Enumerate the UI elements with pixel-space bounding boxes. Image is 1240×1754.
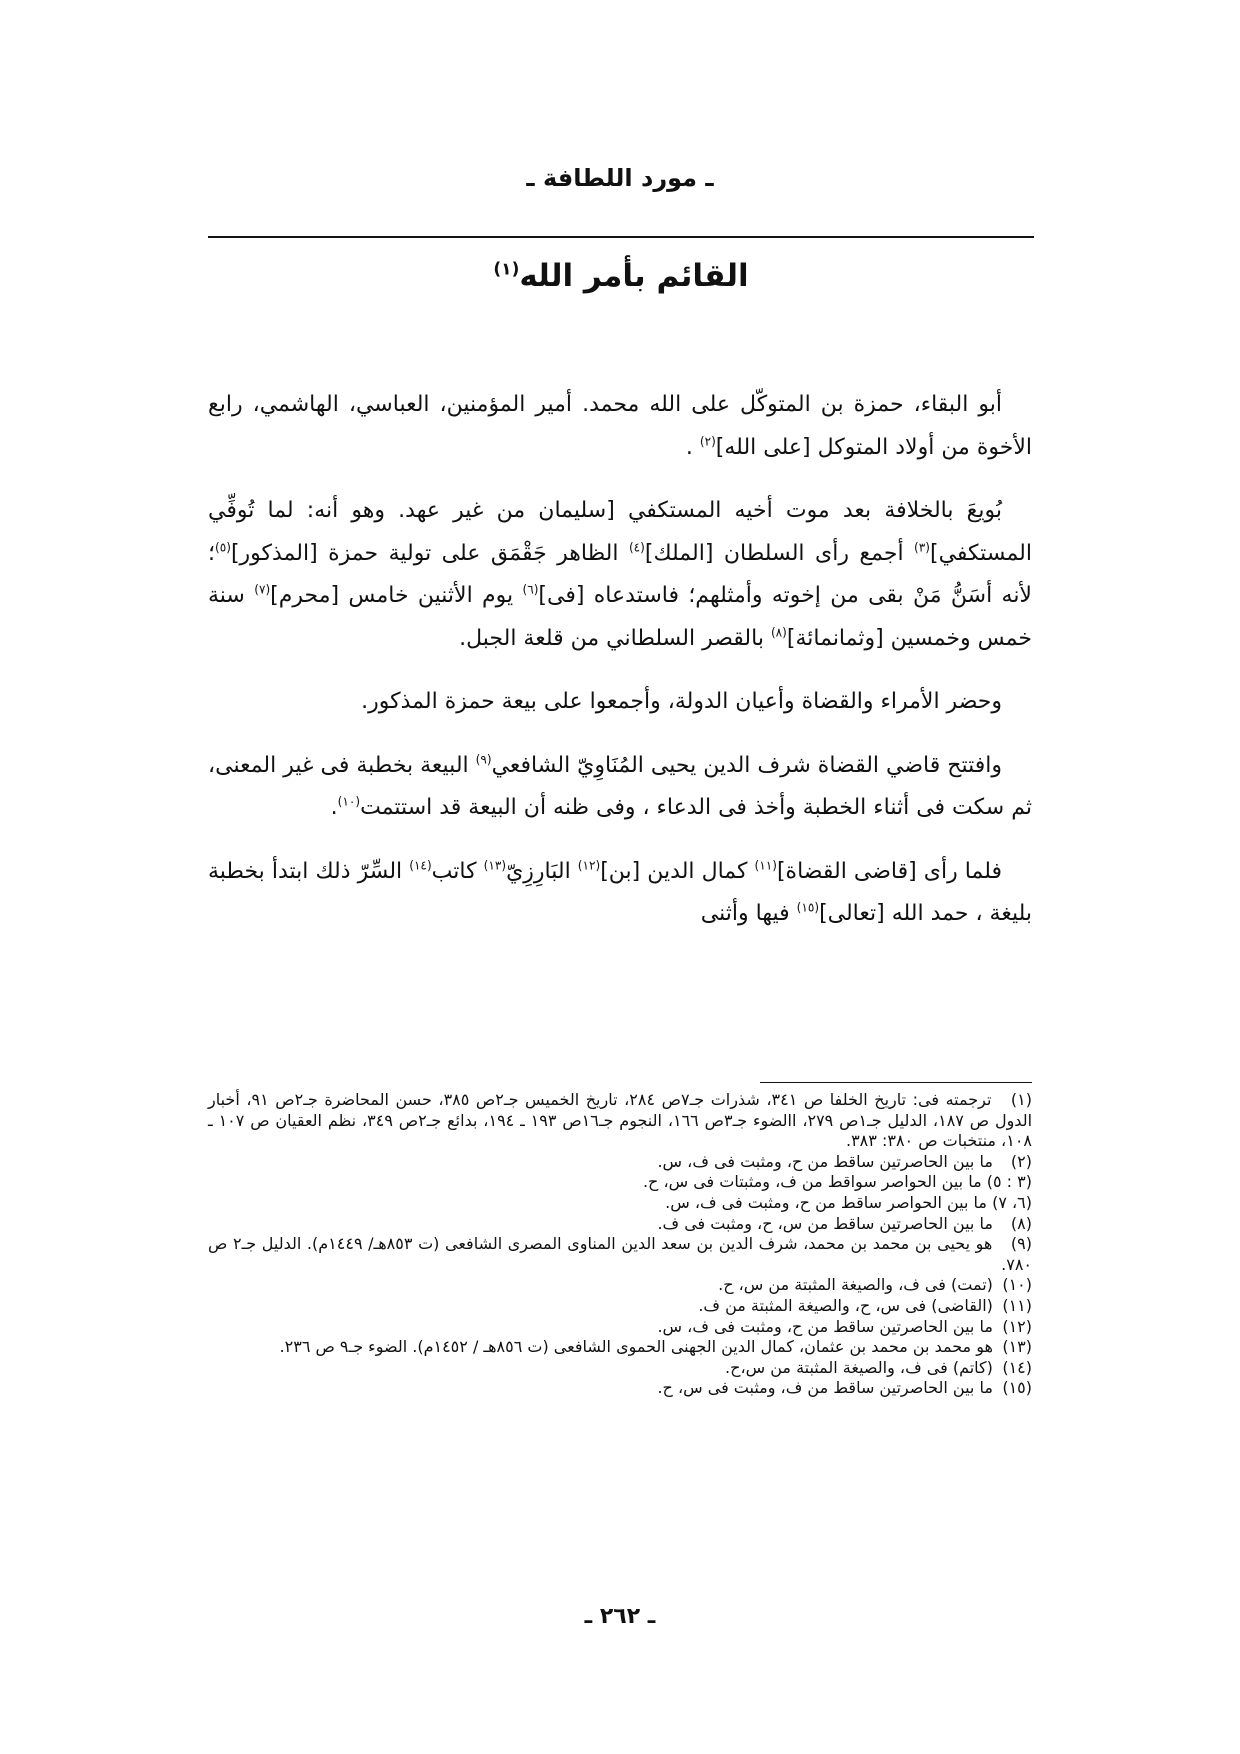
- footnote: [208, 1317, 1032, 1338]
- footnote-ref: (١١): [754, 858, 777, 873]
- footnote-number: (٢): [1010, 1151, 1032, 1171]
- footnote: [208, 1378, 1032, 1399]
- footnote: [208, 1152, 1032, 1173]
- footnote-number: (١٤): [1002, 1357, 1032, 1377]
- text-run: سنة خمس وخمسين [وثمانمائة]: [208, 583, 1032, 651]
- footnote-text: ما بين الحاصرتين ساقط من س، ح، ومثبت فى ف.: [657, 1213, 993, 1233]
- footnote-number: (١١): [1002, 1295, 1032, 1315]
- footnote-ref: (٣): [914, 540, 930, 555]
- header-rule: [208, 236, 1034, 238]
- footnote-ref: (٤): [628, 540, 645, 555]
- footnote-number: (٣ : ٥): [986, 1172, 1032, 1192]
- footnote-number: (١٢): [1002, 1316, 1032, 1336]
- text-run: ؛ لأنه أسَنُّ مَنْ بقى من إخوته وأمثلهم؛ فاستدعاه [فى]: [208, 540, 1032, 608]
- footnote-number: (٦، ٧): [992, 1192, 1032, 1212]
- text-run: .: [685, 434, 700, 460]
- footnote-ref: (٨): [770, 625, 787, 640]
- paragraph: [208, 490, 1032, 660]
- footnote-number: (٨): [1010, 1213, 1032, 1233]
- footnote-ref: (٥): [215, 540, 231, 555]
- footnote-separator: [760, 1082, 1032, 1083]
- text-run: .: [330, 795, 338, 820]
- text-run: أجمع رأى السلطان [الملك]: [644, 540, 915, 566]
- chapter-title: [208, 258, 1034, 294]
- text-run: كمال الدين [بن]: [600, 858, 755, 884]
- footnote: [208, 1193, 1032, 1214]
- paragraph: [208, 384, 1032, 469]
- footnote-text: ترجمته فى: تاريخ الخلفا ص ٣٤١، شذرات جـ٧ص ٢٨٤، تاريخ الخميس جـ٢ص ٣٨٥، حسن المحاضرة جـ٢ص ٩١، أخبار الدول ص ١٨٧، الدليل جـ١ص ٢٧٩، االضوء جـ٣ص ١٦٦، النجوم جـ١٦ص ١٩٣ ـ ١٩٤، بدائع جـ٢ص ٣٤٩، نظم العقيان ص ١٠٧ ـ ١٠٨، منتخبات ص ٣٨٠: ٣٨٣.: [208, 1090, 1033, 1151]
- footnote-text: هو يحيى بن محمد بن محمد، شرف الدين بن سعد الدين المناوى المصرى الشافعى (ت ٨٥٣هـ/ ١٤٤٩م). الدليل جـ٢ ص ٧٨٠.: [208, 1234, 1032, 1274]
- text-run: البَارِزِيّ: [506, 858, 578, 884]
- paragraph: [208, 745, 1032, 830]
- footnote-ref: (١٥): [796, 900, 820, 915]
- footnote-text: (تمت) فى ف، والصيغة المثبتة من س، ح.: [718, 1275, 993, 1295]
- footnote-text: ما بين الحاصرتين ساقط من ح، ومثبت فى ف، س.: [657, 1151, 993, 1171]
- footnote: [208, 1090, 1032, 1152]
- footnote-number: (١٥): [1002, 1378, 1032, 1398]
- chapter-title-text: القائم بأمر الله: [519, 258, 749, 294]
- text-run: بُويعَ بالخلافة بعد موت أخيه المستكفي [سليمان من غير عهد. وهو أنه: لما تُوفِّي المستكفي]: [208, 498, 1032, 566]
- paragraph: [208, 681, 1032, 724]
- footnote-text: ما بين الحواصر سواقط من ف، ومثبتات فى س، ح.: [642, 1172, 982, 1192]
- footnotes: [208, 1090, 1032, 1399]
- footnote-number: (١): [1010, 1090, 1033, 1109]
- footnote-number: (١٣): [1002, 1337, 1032, 1357]
- footnote-ref: (٧): [254, 582, 271, 597]
- paragraph: [208, 851, 1032, 936]
- footnote-text: (كاتم) فى ف، والصيغة المثبتة من س،ح.: [725, 1357, 993, 1377]
- text-run: كاتب: [431, 858, 484, 884]
- footnote: [208, 1337, 1032, 1358]
- footnote: [208, 1275, 1032, 1296]
- footnote-text: ما بين الحواصر ساقط من ح، ومثبت فى ف، س.: [665, 1192, 987, 1212]
- footnote-ref: (٩): [475, 752, 492, 767]
- footnote: [208, 1234, 1032, 1275]
- text-run: يوم الأثنين خامس [محرم]: [270, 583, 523, 608]
- footnote-ref: (١٤): [409, 858, 432, 873]
- footnote-ref: (١): [493, 259, 520, 280]
- text-run: السِّرّ ذلك ابتدأ بخطبة بليغة ، حمد الله [تعالى]: [208, 858, 1032, 926]
- footnote-text: ما بين الحاصرتين ساقط من ف، ومثبت فى س، ح.: [657, 1378, 993, 1398]
- text-run: البيعة بخطبة فى غير المعنى، ثم سكت فى أثناء الخطبة وأخذ فى الدعاء ، وفى ظنه أن البيعة قد استتمت: [208, 752, 1032, 820]
- footnote-number: (٩): [1010, 1234, 1032, 1254]
- footnote-text: ما بين الحاصرتين ساقط من ح، ومثبت فى ف، س.: [657, 1316, 993, 1336]
- footnote-ref: (٢): [699, 434, 716, 449]
- text-run: وافتتح قاضي القضاة شرف الدين يحيى المُنَاوِيّ الشافعي: [491, 752, 1002, 778]
- footnote-ref: (١٠): [337, 794, 361, 809]
- footnote: [208, 1172, 1032, 1193]
- footnote-ref: (١٣): [483, 858, 507, 873]
- text-run: الظاهر جَقْمَق على تولية حمزة [المذكور]: [230, 540, 629, 566]
- running-header: ـ مورد اللطافة ـ: [526, 164, 714, 192]
- footnote-ref: (٦): [522, 582, 539, 597]
- footnote-text: (القاضى) فى س، ح، والصيغة المثبتة من ف.: [698, 1295, 993, 1315]
- footnote-number: (١٠): [1002, 1275, 1032, 1295]
- footnote: [208, 1296, 1032, 1317]
- page-number: ـ ٢٦٢ ـ: [584, 1604, 656, 1629]
- footnote-ref: (١٢): [577, 858, 601, 873]
- text-run: بالقصر السلطاني من قلعة الجبل.: [459, 625, 771, 651]
- text-run: فيها وأثنى: [700, 901, 797, 926]
- footnote: [208, 1214, 1032, 1235]
- footnote: [208, 1358, 1032, 1379]
- text-run: أبو البقاء، حمزة بن المتوكّل على الله محمد. أمير المؤمنين، العباسي، الهاشمي، رابع الأخوة من أولاد المتوكل [على الله]: [208, 392, 1032, 460]
- text-run: وحضر الأمراء والقضاة وأعيان الدولة، وأجمعوا على بيعة حمزة المذكور.: [361, 689, 1002, 714]
- main-text: [208, 384, 1032, 957]
- footnote-text: هو محمد بن محمد بن عثمان، كمال الدين الجهنى الحموى الشافعى (ت ٨٥٦هـ / ١٤٥٢م). الضوء جـ٩ ص ٢٣٦.: [279, 1337, 993, 1357]
- text-run: فلما رأى [قاضى القضاة]: [776, 858, 1002, 884]
